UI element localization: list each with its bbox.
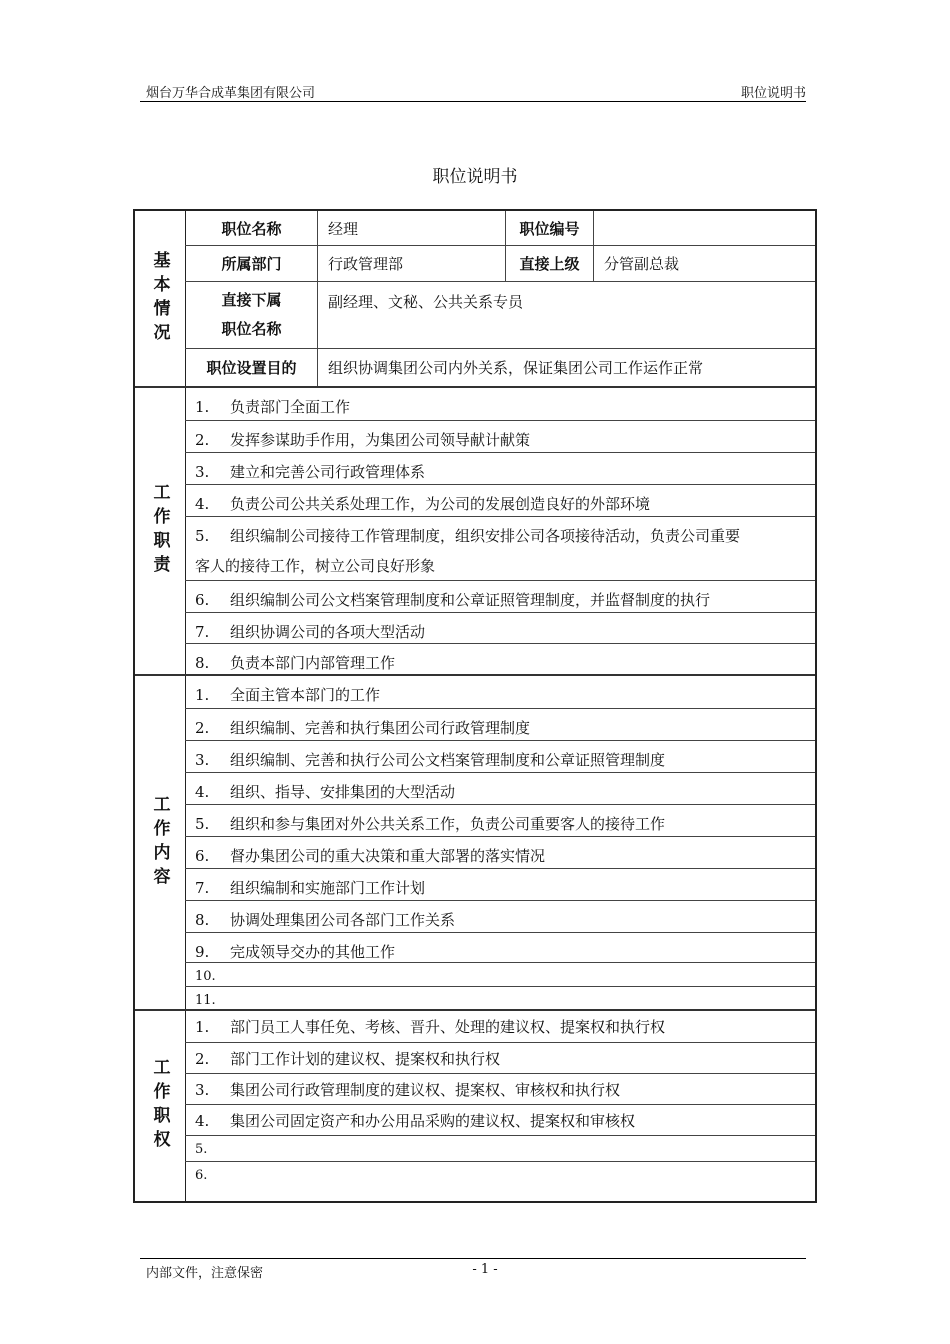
- duty-row: 2. 发挥参谋助手作用，为集团公司领导献计献策: [185, 420, 815, 453]
- footer-note: 内部文件，注意保密: [146, 1266, 264, 1281]
- content-row: 3. 组织编制、完善和执行公司公文档案管理制度和公章证照管理制度: [185, 740, 815, 773]
- authority-row: 2. 部门工作计划的建议权、提案权和执行权: [185, 1042, 815, 1074]
- content-row: 8. 协调处理集团公司各部门工作关系: [185, 900, 815, 933]
- duty-row: 4. 负责公司公共关系处理工作，为公司的发展创造良好的外部环境: [185, 484, 815, 517]
- position-name-value: 经理: [328, 219, 359, 238]
- supervisor-label: 直接上级: [519, 255, 580, 273]
- duty-row: 3. 建立和完善公司行政管理体系: [185, 452, 815, 485]
- content-row: 2. 组织编制、完善和执行集团公司行政管理制度: [185, 708, 815, 741]
- content-row: 1. 全面主管本部门的工作: [195, 686, 381, 704]
- content-row: 10.: [185, 962, 815, 987]
- authority-row: 5.: [185, 1135, 815, 1162]
- section-label-duties: 工作职责: [135, 388, 186, 674]
- section-label-authority: 工作职权: [135, 1011, 186, 1201]
- duty-row: 5. 组织编制公司接待工作管理制度，组织安排公司各项接待活动，负责公司重要 客人的接待工作，树立公司良好形象: [185, 516, 815, 581]
- footer-rule: [140, 1258, 806, 1259]
- page-number: - 1 -: [472, 1262, 498, 1277]
- dept-label: 所属部门: [221, 255, 282, 273]
- position-code-label: 职位编号: [519, 219, 580, 238]
- authority-row: 1. 部门员工人事任免、考核、晋升、处理的建议权、提案权和执行权: [195, 1018, 666, 1036]
- content-row: 7. 组织编制和实施部门工作计划: [185, 868, 815, 901]
- header-rule: [140, 101, 806, 102]
- page-title: 职位说明书: [432, 167, 518, 187]
- duty-row: 6. 组织编制公司公文档案管理制度和公章证照管理制度，并监督制度的执行: [185, 580, 815, 613]
- header-company: 烟台万华合成革集团有限公司: [146, 86, 316, 101]
- duty-row: 1. 负责部门全面工作: [195, 398, 351, 416]
- position-name-label: 职位名称: [221, 219, 282, 238]
- supervisor-value: 分管副总裁: [604, 255, 680, 273]
- content-row: 11.: [185, 986, 815, 1010]
- content-row: 4. 组织、指导、安排集团的大型活动: [185, 772, 815, 805]
- duty-row: 8. 负责本部门内部管理工作: [185, 643, 815, 675]
- purpose-label: 职位设置目的: [206, 359, 297, 377]
- authority-row: 4. 集团公司固定资产和办公用品采购的建议权、提案权和审核权: [185, 1104, 815, 1136]
- content-row: 5. 组织和参与集团对外公共关系工作，负责公司重要客人的接待工作: [185, 804, 815, 837]
- subordinates-label: 直接下属 职位名称: [221, 291, 282, 338]
- content-row: 9. 完成领导交办的其他工作: [185, 932, 815, 963]
- section-label-basic: 基本情况: [135, 211, 186, 386]
- duty-row: 7. 组织协调公司的各项大型活动: [185, 612, 815, 644]
- content-row: 6. 督办集团公司的重大决策和重大部署的落实情况: [185, 836, 815, 869]
- header-doc-type: 职位说明书: [740, 86, 806, 101]
- position-code-value: [594, 211, 814, 245]
- authority-row: 6.: [185, 1161, 815, 1202]
- authority-row: 3. 集团公司行政管理制度的建议权、提案权、审核权和执行权: [185, 1073, 815, 1105]
- subordinates-value: 副经理、文秘、公共关系专员: [328, 292, 524, 311]
- section-label-content: 工作内容: [135, 676, 186, 1009]
- dept-value: 行政管理部: [328, 255, 404, 273]
- purpose-value: 组织协调集团公司内外关系，保证集团公司工作运作正常: [328, 359, 704, 377]
- job-description-form: [133, 209, 817, 1203]
